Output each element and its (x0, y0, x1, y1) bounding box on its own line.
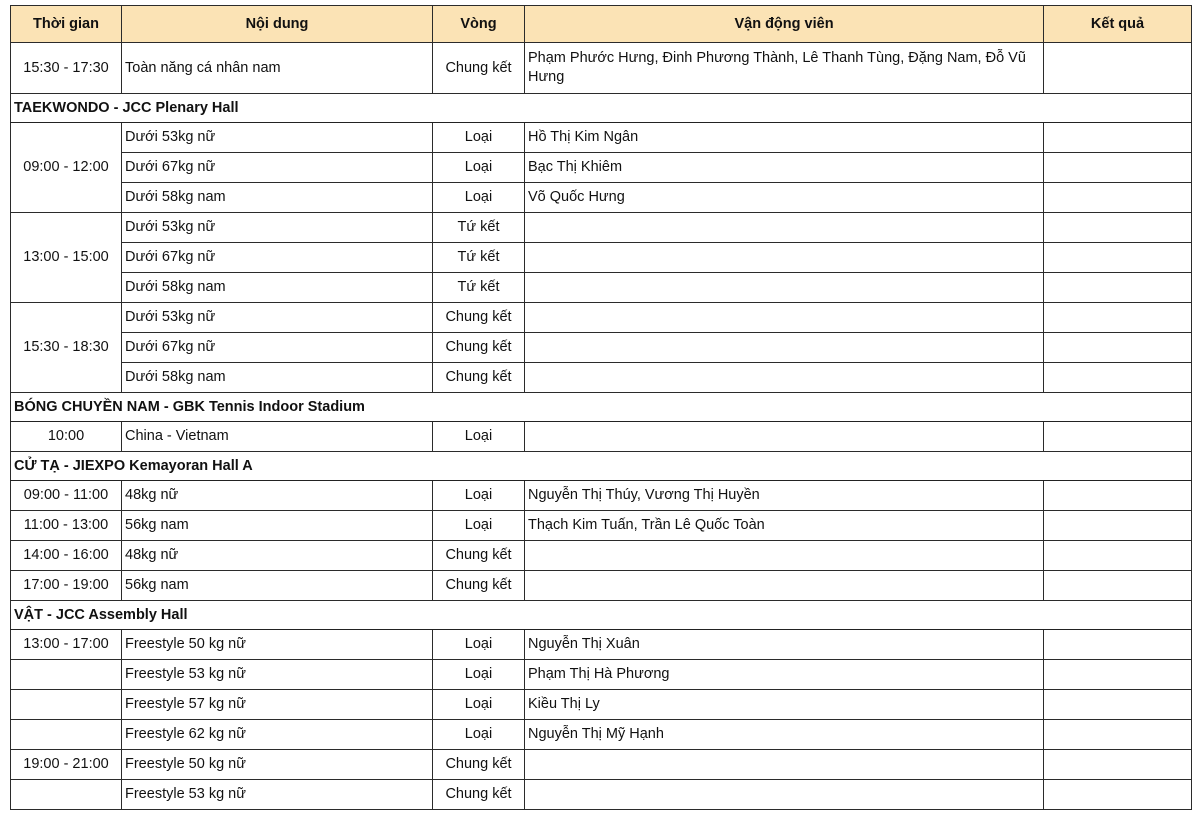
time-cell: 09:00 - 11:00 (11, 481, 122, 511)
table-row (11, 750, 1192, 780)
table-row (11, 481, 1192, 511)
athletes-cell (525, 333, 1044, 363)
result-cell (1044, 571, 1192, 601)
header-round: Vòng (433, 6, 525, 43)
athletes-cell (525, 363, 1044, 393)
table-row (11, 660, 1192, 690)
result-cell (1044, 43, 1192, 94)
time-cell: 17:00 - 19:00 (11, 571, 122, 601)
result-cell (1044, 243, 1192, 273)
content-cell: Freestyle 62 kg nữ (122, 720, 433, 750)
header-result: Kết quả (1044, 6, 1192, 43)
content-cell: Dưới 53kg nữ (122, 303, 433, 333)
round-cell: Loại (433, 660, 525, 690)
header-content: Nội dung (122, 6, 433, 43)
content-cell: China - Vietnam (122, 422, 433, 452)
time-cell: 15:30 - 18:30 (11, 303, 122, 393)
round-cell: Loại (433, 630, 525, 660)
round-cell: Loại (433, 153, 525, 183)
round-cell: Loại (433, 511, 525, 541)
athletes-cell: Bạc Thị Khiêm (525, 153, 1044, 183)
content-cell: Dưới 67kg nữ (122, 153, 433, 183)
round-cell: Chung kết (433, 43, 525, 94)
result-cell (1044, 481, 1192, 511)
time-cell (11, 690, 122, 720)
result-cell (1044, 630, 1192, 660)
section-row (11, 452, 1192, 481)
round-cell: Chung kết (433, 541, 525, 571)
section-title: VẬT - JCC Assembly Hall (11, 601, 1192, 630)
athletes-cell: Thạch Kim Tuấn, Trần Lê Quốc Toàn (525, 511, 1044, 541)
content-cell: Dưới 67kg nữ (122, 243, 433, 273)
round-cell: Loại (433, 481, 525, 511)
time-cell: 19:00 - 21:00 (11, 750, 122, 780)
result-cell (1044, 333, 1192, 363)
table-row (11, 571, 1192, 601)
round-cell: Loại (433, 422, 525, 452)
result-cell (1044, 123, 1192, 153)
table-row (11, 780, 1192, 810)
table-row (11, 630, 1192, 660)
athletes-cell: Nguyễn Thị Mỹ Hạnh (525, 720, 1044, 750)
table-row (11, 243, 1192, 273)
result-cell (1044, 183, 1192, 213)
result-cell (1044, 690, 1192, 720)
section-row (11, 601, 1192, 630)
result-cell (1044, 153, 1192, 183)
table-row (11, 363, 1192, 393)
table-row (11, 213, 1192, 243)
table-row (11, 303, 1192, 333)
time-cell: 10:00 (11, 422, 122, 452)
section-row (11, 94, 1192, 123)
content-cell: Dưới 58kg nam (122, 273, 433, 303)
section-title: CỬ TẠ - JIEXPO Kemayoran Hall A (11, 452, 1192, 481)
table-row (11, 720, 1192, 750)
time-cell: 14:00 - 16:00 (11, 541, 122, 571)
section-row (11, 393, 1192, 422)
table-row (11, 183, 1192, 213)
content-cell: Dưới 53kg nữ (122, 123, 433, 153)
schedule-body (11, 43, 1192, 810)
round-cell: Loại (433, 690, 525, 720)
time-cell (11, 720, 122, 750)
round-cell: Chung kết (433, 780, 525, 810)
result-cell (1044, 273, 1192, 303)
athletes-cell: Hồ Thị Kim Ngân (525, 123, 1044, 153)
table-row (11, 43, 1192, 94)
header-time: Thời gian (11, 6, 122, 43)
header-athletes: Vận động viên (525, 6, 1044, 43)
time-cell: 13:00 - 15:00 (11, 213, 122, 303)
table-row (11, 511, 1192, 541)
result-cell (1044, 750, 1192, 780)
result-cell (1044, 660, 1192, 690)
time-cell: 13:00 - 17:00 (11, 630, 122, 660)
result-cell (1044, 422, 1192, 452)
table-row (11, 123, 1192, 153)
result-cell (1044, 511, 1192, 541)
time-cell: 15:30 - 17:30 (11, 43, 122, 94)
schedule-table (10, 5, 1192, 810)
athletes-cell: Nguyễn Thị Thúy, Vương Thị Huyền (525, 481, 1044, 511)
content-cell: Dưới 58kg nam (122, 183, 433, 213)
table-row (11, 273, 1192, 303)
content-cell: Freestyle 53 kg nữ (122, 780, 433, 810)
round-cell: Chung kết (433, 750, 525, 780)
athletes-cell (525, 750, 1044, 780)
content-cell: Freestyle 50 kg nữ (122, 750, 433, 780)
content-cell: 48kg nữ (122, 481, 433, 511)
time-cell (11, 660, 122, 690)
result-cell (1044, 363, 1192, 393)
content-cell: 48kg nữ (122, 541, 433, 571)
round-cell: Chung kết (433, 363, 525, 393)
table-row (11, 690, 1192, 720)
table-row (11, 333, 1192, 363)
content-cell: Freestyle 57 kg nữ (122, 690, 433, 720)
athletes-cell: Phạm Phước Hưng, Đinh Phương Thành, Lê Thanh Tùng, Đặng Nam, Đỗ Vũ Hưng (525, 43, 1044, 94)
round-cell: Chung kết (433, 333, 525, 363)
table-row (11, 422, 1192, 452)
result-cell (1044, 780, 1192, 810)
result-cell (1044, 541, 1192, 571)
athletes-cell (525, 273, 1044, 303)
result-cell (1044, 720, 1192, 750)
section-title: BÓNG CHUYỀN NAM - GBK Tennis Indoor Stadium (11, 393, 1192, 422)
round-cell: Chung kết (433, 303, 525, 333)
athletes-cell (525, 780, 1044, 810)
round-cell: Tứ kết (433, 243, 525, 273)
athletes-cell: Phạm Thị Hà Phương (525, 660, 1044, 690)
round-cell: Loại (433, 720, 525, 750)
content-cell: Dưới 67kg nữ (122, 333, 433, 363)
content-cell: Toàn năng cá nhân nam (122, 43, 433, 94)
athletes-cell: Nguyễn Thị Xuân (525, 630, 1044, 660)
content-cell: Dưới 53kg nữ (122, 213, 433, 243)
round-cell: Loại (433, 123, 525, 153)
content-cell: Dưới 58kg nam (122, 363, 433, 393)
athletes-cell: Kiều Thị Ly (525, 690, 1044, 720)
athletes-cell (525, 571, 1044, 601)
athletes-cell (525, 422, 1044, 452)
content-cell: 56kg nam (122, 511, 433, 541)
athletes-cell: Võ Quốc Hưng (525, 183, 1044, 213)
athletes-cell (525, 213, 1044, 243)
table-row (11, 541, 1192, 571)
schedule-wrapper (10, 5, 1192, 810)
time-cell (11, 780, 122, 810)
content-cell: 56kg nam (122, 571, 433, 601)
content-cell: Freestyle 50 kg nữ (122, 630, 433, 660)
time-cell: 09:00 - 12:00 (11, 123, 122, 213)
round-cell: Tứ kết (433, 273, 525, 303)
result-cell (1044, 303, 1192, 333)
result-cell (1044, 213, 1192, 243)
athletes-cell (525, 243, 1044, 273)
table-row (11, 153, 1192, 183)
round-cell: Loại (433, 183, 525, 213)
round-cell: Tứ kết (433, 213, 525, 243)
section-title: TAEKWONDO - JCC Plenary Hall (11, 94, 1192, 123)
time-cell: 11:00 - 13:00 (11, 511, 122, 541)
athletes-cell (525, 541, 1044, 571)
round-cell: Chung kết (433, 571, 525, 601)
header-row (11, 6, 1192, 43)
content-cell: Freestyle 53 kg nữ (122, 660, 433, 690)
athletes-cell (525, 303, 1044, 333)
